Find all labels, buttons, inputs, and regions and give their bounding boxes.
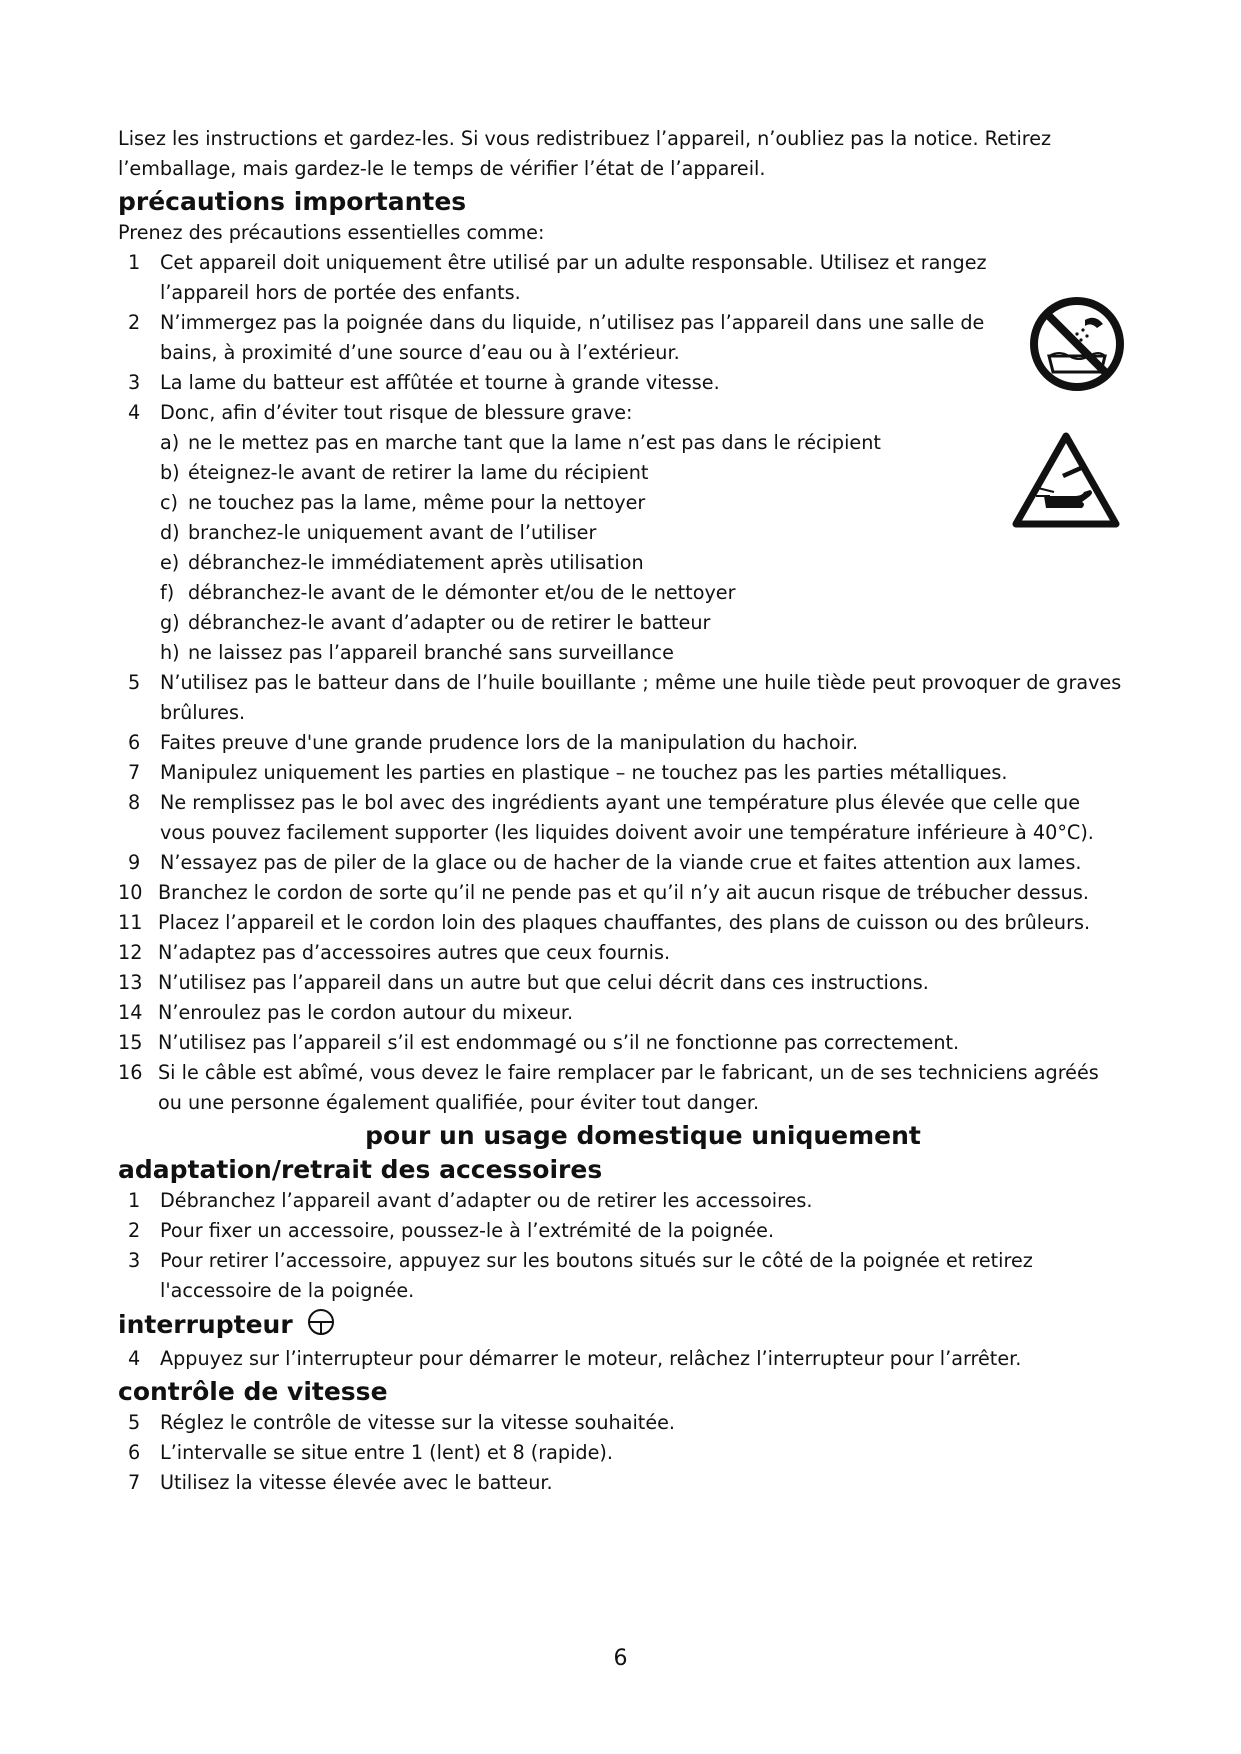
list-item: 14 N’enroulez pas le cordon autour du mixeur. [118,1001,574,1024]
list-item: 5 N’utilisez pas le batteur dans de l’huile bouillante ; même une huile tiède peut provoquer de graves brûlures. [128,671,1122,724]
list-item: 16 Si le câble est abîmé, vous devez le faire remplacer par le fabricant, un de ses techniciens agréés ou une personne également qualifiée, pour éviter tout danger. [118,1061,1099,1114]
precautions-subitems [118,428,1128,668]
list-item: 6 L’intervalle se situe entre 1 (lent) et 8 (rapide). [128,1441,613,1464]
speed-heading: contrôle de vitesse [118,1377,388,1406]
list-item: 1 Débranchez l’appareil avant d’adapter ou de retirer les accessoires. [128,1189,813,1212]
switch-list [118,1344,1128,1374]
no-water-bathtub-icon [1027,294,1127,398]
switch-symbol-icon [307,1308,335,1344]
sub-list-item: f) débranchez-le avant de le démonter et/ou de le nettoyer [160,581,736,604]
list-item: 13 N’utilisez pas l’appareil dans un autre but que celui décrit dans ces instructions. [118,971,929,994]
list-item: 7 Manipulez uniquement les parties en plastique – ne touchez pas les parties métalliques. [128,761,1008,784]
list-item: 7 Utilisez la vitesse élevée avec le batteur. [128,1471,553,1494]
list-item: 10 Branchez le cordon de sorte qu’il ne pende pas et qu’il n’y ait aucun risque de trébucher dessus. [118,881,1089,904]
accessories-heading: adaptation/retrait des accessoires [118,1155,603,1184]
list-item: 11 Placez l’appareil et le cordon loin des plaques chauffantes, des plans de cuisson ou des brûleurs. [118,911,1091,934]
precautions-heading: précautions importantes [118,187,467,216]
switch-heading [118,1308,1128,1344]
intro-paragraph: Lisez les instructions et gardez-les. Si vous redistribuez l’appareil, n’oubliez pas la notice. Retirez l’emballage, mais gardez-le le temps de vérifier l’état de l’appareil. [118,127,1052,180]
sub-list-item: e) débranchez-le immédiatement après utilisation [160,551,644,574]
blade-hand-warning-icon [1010,430,1122,534]
accessories-list [118,1186,1128,1306]
page-number: 6 [613,1646,628,1671]
speed-list [118,1408,1128,1498]
precautions-list-a [118,248,1018,428]
list-item: 8 Ne remplissez pas le bol avec des ingrédients ayant une température plus élevée que celle que vous pouvez facilement supporter (les liquides doivent avoir une température inférieure à 40°C). [128,791,1094,844]
domestic-use-heading: pour un usage domestique uniquement [365,1121,921,1150]
list-item: 4 Appuyez sur l’interrupteur pour démarrer le moteur, relâchez l’interrupteur pour l’arrêter. [128,1347,1022,1370]
sub-list-item: h) ne laissez pas l’appareil branché sans surveillance [160,641,674,664]
list-item: 3 Pour retirer l’accessoire, appuyez sur les boutons situés sur le côté de la poignée et retirez l'accessoire de la poignée. [128,1249,1033,1302]
list-item: 12 N’adaptez pas d’accessoires autres que ceux fournis. [118,941,671,964]
document-page [118,124,1128,1498]
list-item: 3 La lame du batteur est affûtée et tourne à grande vitesse. [128,371,720,394]
precautions-lead: Prenez des précautions essentielles comme: [118,221,545,244]
sub-list-item: g) débranchez-le avant d’adapter ou de retirer le batteur [160,611,711,634]
sub-list-item: d) branchez-le uniquement avant de l’utiliser [160,521,597,544]
list-item: 2 N’immergez pas la poignée dans du liquide, n’utilisez pas l’appareil dans une salle de bains, à proximité d’une source d’eau ou à l’extérieur. [128,311,985,364]
list-item: 9 N’essayez pas de piler de la glace ou de hacher de la viande crue et faites attention aux lames. [128,851,1082,874]
list-item: 15 N’utilisez pas l’appareil s’il est endommagé ou s’il ne fonctionne pas correctement. [118,1031,960,1054]
list-item: 4 Donc, afin d’éviter tout risque de blessure grave: [128,401,633,424]
sub-list-item: b) éteignez-le avant de retirer la lame du récipient [160,461,649,484]
list-item: 5 Réglez le contrôle de vitesse sur la vitesse souhaitée. [128,1411,676,1434]
sub-list-item: a) ne le mettez pas en marche tant que la lame n’est pas dans le récipient [160,431,881,454]
list-item: 6 Faites preuve d'une grande prudence lors de la manipulation du hachoir. [128,731,859,754]
list-item: 2 Pour fixer un accessoire, poussez-le à l’extrémité de la poignée. [128,1219,775,1242]
precautions-list-b [118,668,1128,1118]
list-item: 1 Cet appareil doit uniquement être utilisé par un adulte responsable. Utilisez et rangez l’appareil hors de portée des enfants. [128,251,987,304]
switch-heading-text: interrupteur [118,1310,293,1339]
sub-list-item: c) ne touchez pas la lame, même pour la nettoyer [160,491,646,514]
